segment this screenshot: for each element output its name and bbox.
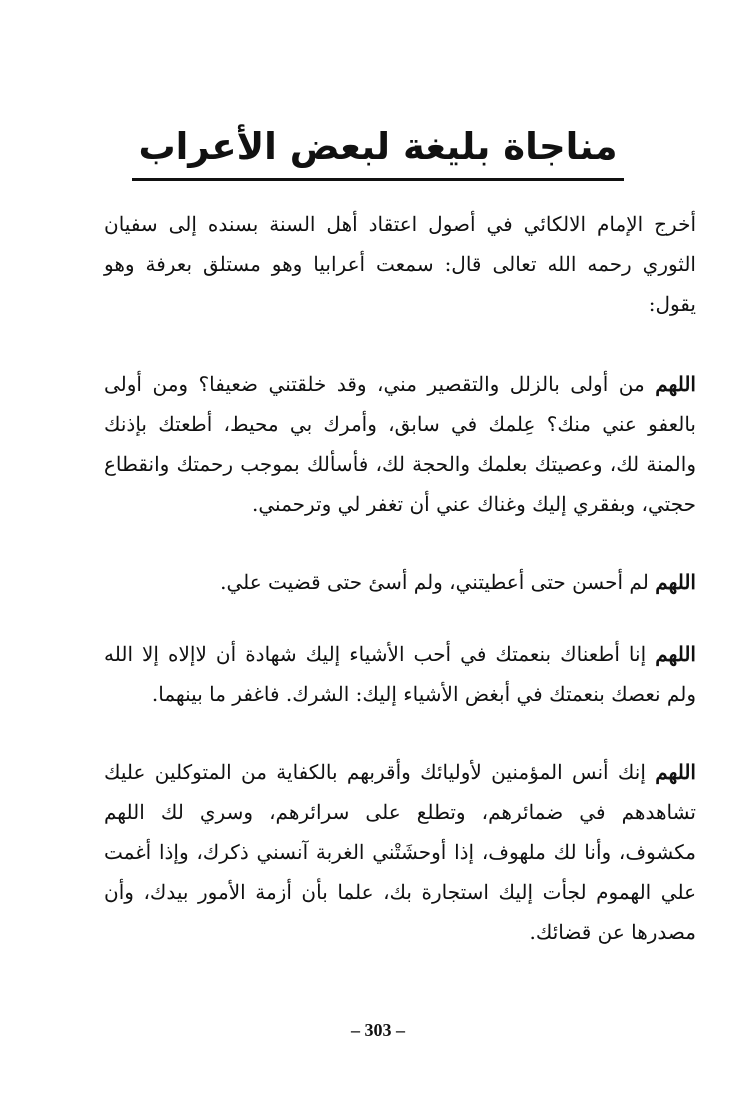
- page-number: – 303 –: [351, 1020, 405, 1040]
- page-body: [104, 204, 696, 990]
- supplication-text: إنك أنس المؤمنين لأوليائك وأقربهم بالكفاية من المتوكلين عليك تشاهدهم في ضمائرهم، وتطلع على سرائرهم، وسري لك اللهم مكشوف، وأنا لك ملهوف، إذا أوحشَتْني الغربة آنسني ذكرك، وإذا أغمت علي الهموم لجأت إليك استجارة بك، علما بأن أزمة الأمور بيدك، وأن مصدرها عن قضائك.: [104, 760, 697, 944]
- supplication-text: إنا أطعناك بنعمتك في أحب الأشياء إليك شهادة أن لاإلاه إلا الله ولم نعصك بنعمتك في أبغض الأشياء إليك: الشرك. فاغفر ما بينهما.: [104, 642, 696, 706]
- intro-paragraph: أخرج الإمام الالكائي في أصول اعتقاد أهل السنة بسنده إلى سفيان الثوري رحمه الله تعالى قال: سمعت أعرابيا وهو مستلق بعرفة وهو يقول:: [104, 212, 696, 316]
- title-area: [0, 122, 756, 181]
- page-title: مناجاة بليغة لبعض الأعراب: [132, 122, 623, 181]
- supplication-paragraph-2: [104, 562, 696, 602]
- supplication-lead-word: اللهم: [655, 570, 696, 594]
- supplication-text: من أولى بالزلل والتقصير مني، وقد خلقتني ضعيفا؟ ومن أولى بالعفو عني منك؟ عِلمك في سابق، وأمرك بي محيط، أطعتك بإذنك والمنة لك، وعصيتك بعلمك والحجة لك، فأسألك بموجب رحمتك وانقطاع حجتي، وبفقري إليك وغناك عني أن تغفر لي وترحمني.: [104, 372, 696, 516]
- supplication-paragraph-4: [104, 752, 696, 952]
- supplication-lead-word: اللهم: [655, 642, 696, 666]
- supplication-paragraph-3: [104, 634, 696, 714]
- supplication-paragraph-1: [104, 364, 696, 524]
- supplication-lead-word: اللهم: [655, 760, 696, 784]
- supplication-lead-word: اللهم: [655, 372, 696, 396]
- supplication-text: لم أحسن حتى أعطيتني، ولم أسئ حتى قضيت علي.: [220, 570, 656, 594]
